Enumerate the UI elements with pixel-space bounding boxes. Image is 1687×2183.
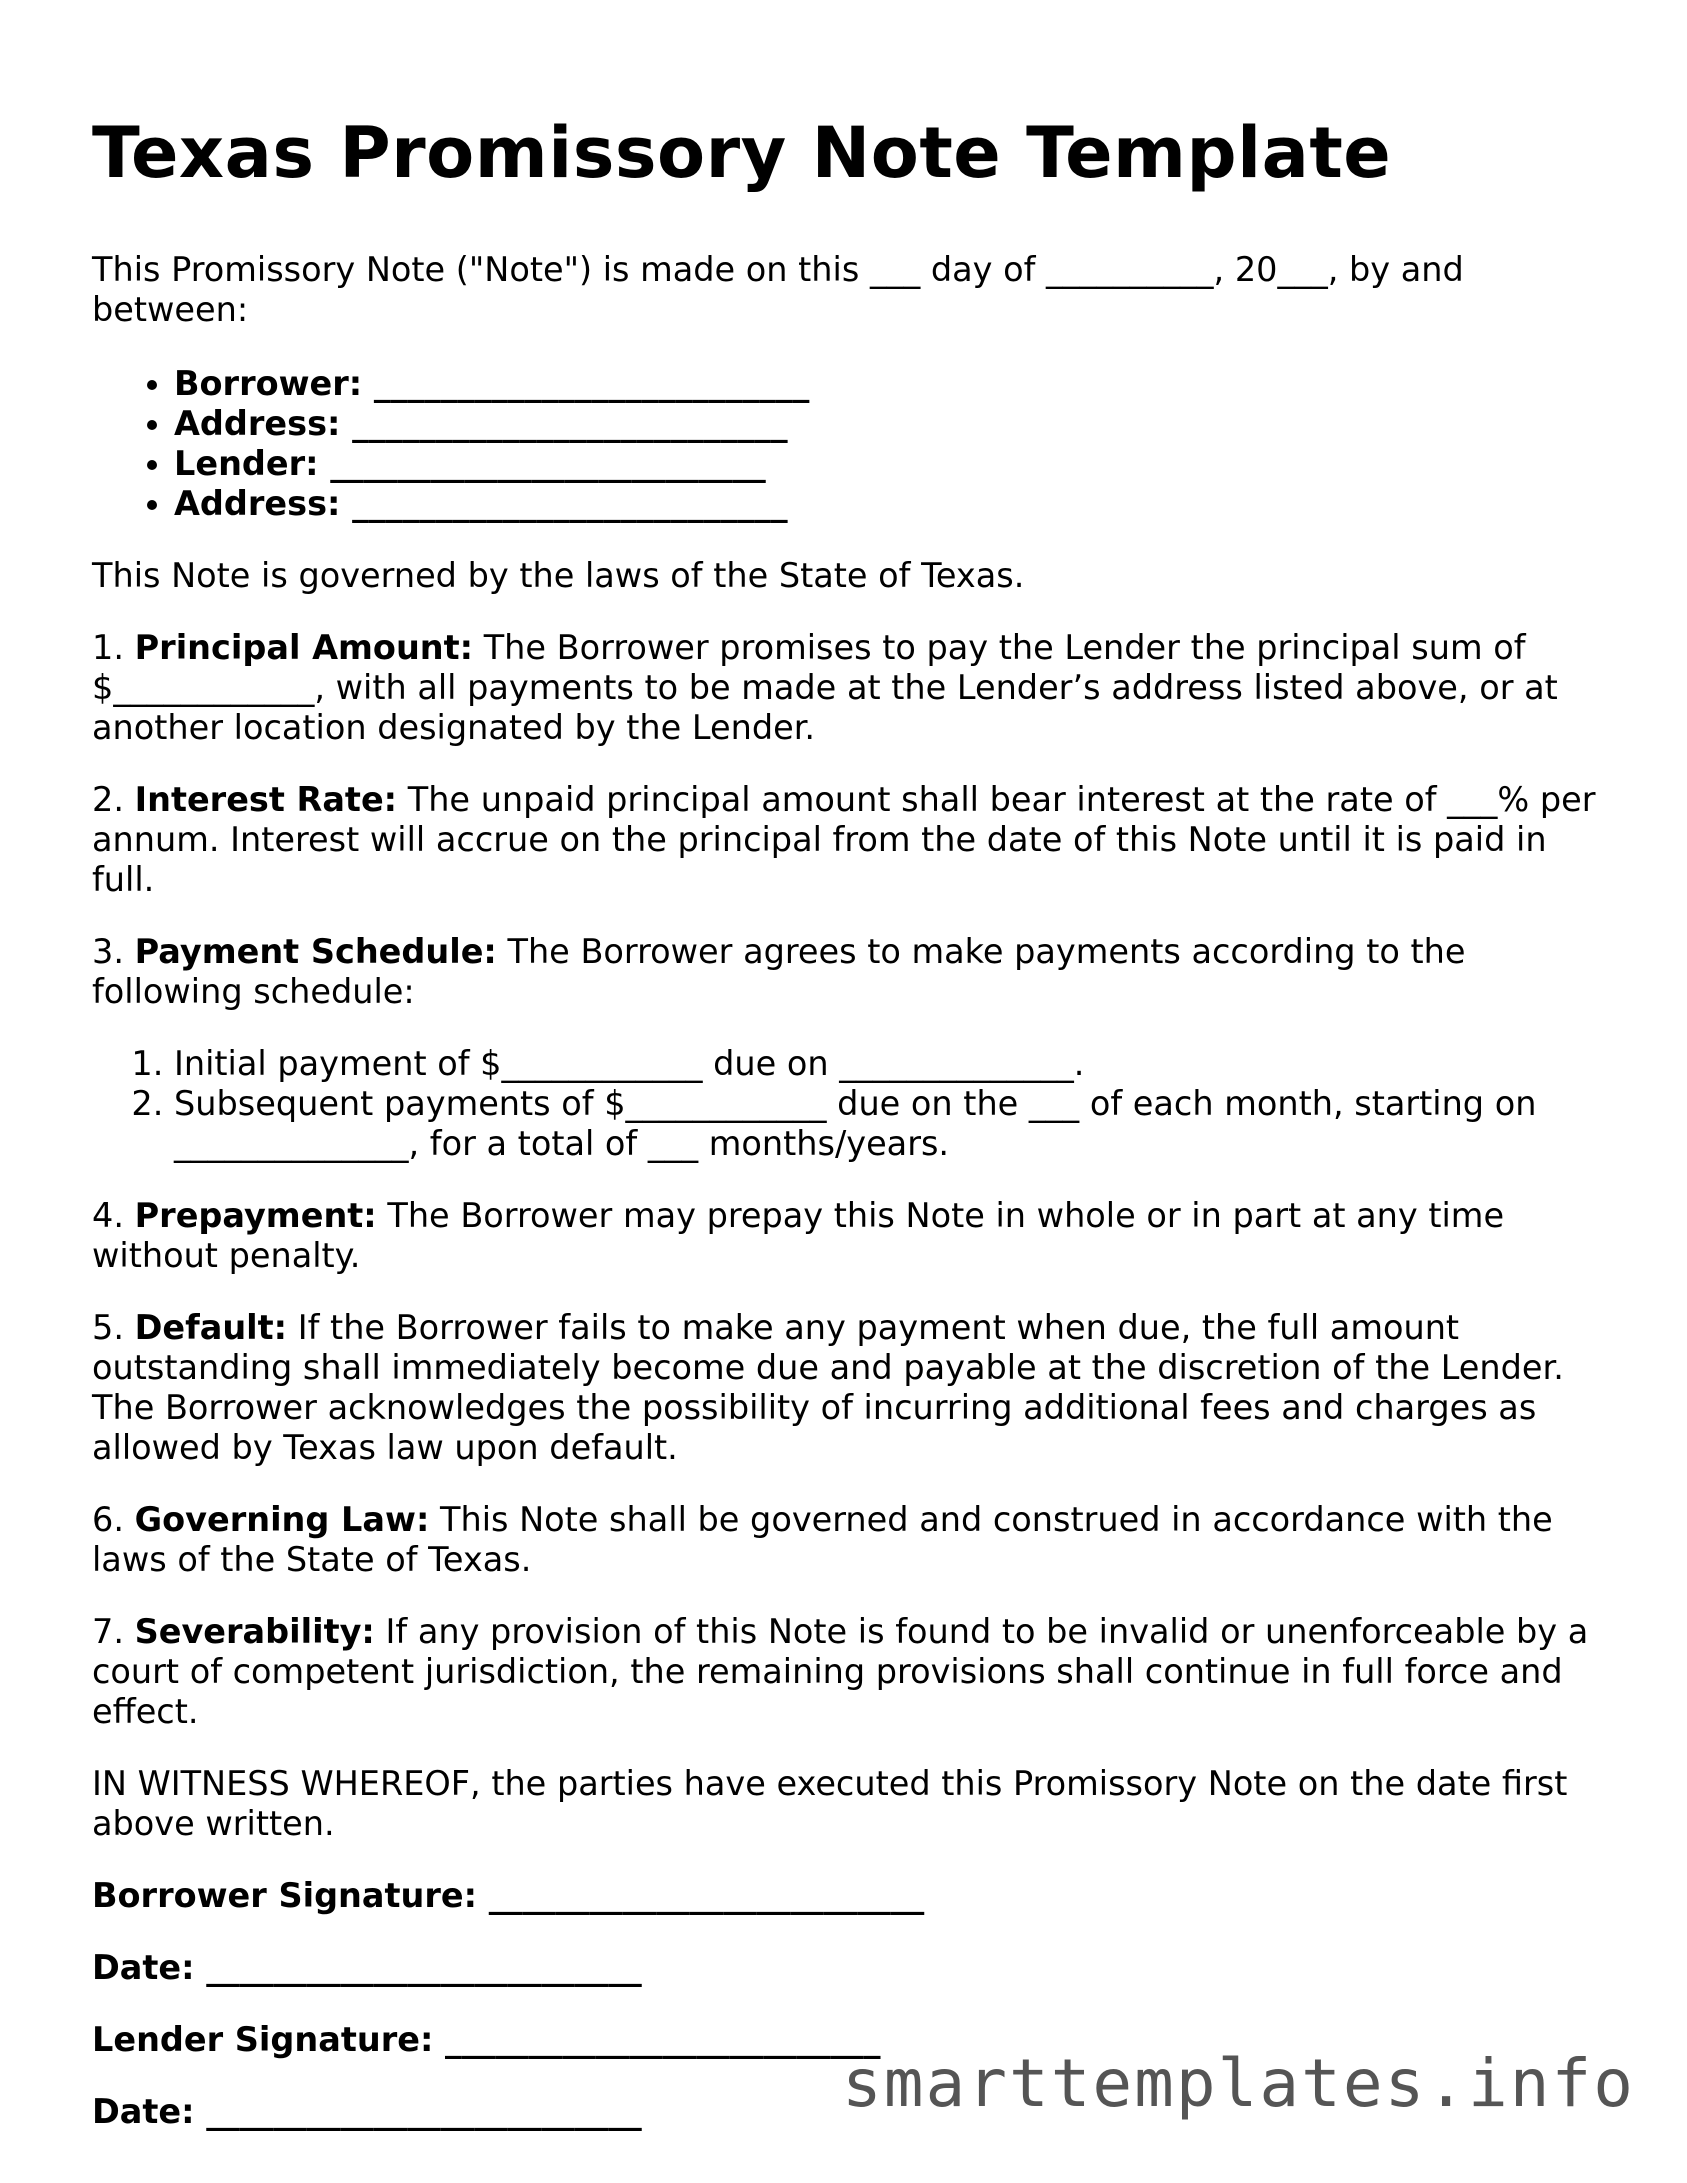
- clause-text: This Note shall be governed and construed in accordance with the laws of the State of Texas.: [92, 1500, 1553, 1579]
- date-label: Date:: [92, 2092, 195, 2131]
- party-lender-address: [174, 484, 1612, 524]
- intro-paragraph: This Promissory Note ("Note") is made on this ___ day of __________, 20___, by and between:: [92, 250, 1464, 329]
- clause-heading: Interest Rate:: [134, 780, 398, 819]
- clause-heading: Payment Schedule:: [134, 932, 497, 971]
- watermark-text: smarttemplates.info: [842, 2045, 1635, 2122]
- clause-number: 7.: [92, 1612, 124, 1651]
- clause-number: 2.: [92, 780, 124, 819]
- document-title: Texas Promissory Note Template: [92, 112, 1392, 194]
- party-label: Lender:: [174, 444, 319, 483]
- schedule-item: 1. Initial payment of $____________ due on ______________.: [174, 1044, 1612, 1084]
- clause-schedule: [92, 932, 1612, 1012]
- signature-blank: __________________________: [488, 1876, 925, 1915]
- party-borrower-address: [174, 404, 1612, 444]
- date-blank: __________________________: [206, 1948, 642, 1987]
- clause-interest: [92, 780, 1612, 900]
- clause-text: The Borrower promises to pay the Lender the principal sum of $____________, with all payments to be made at the Lender’s address listed above, or at another location designated by the Lender.: [92, 628, 1558, 747]
- clause-number: 5.: [92, 1308, 124, 1347]
- borrower-date-line: [92, 1948, 1612, 1988]
- clause-severability: [92, 1612, 1612, 1732]
- document-page: [92, 108, 1612, 2132]
- signature-blank: __________________________: [445, 2020, 881, 2059]
- party-label: Borrower:: [174, 364, 363, 403]
- party-blank: __________________________: [373, 364, 810, 403]
- clause-default: [92, 1308, 1612, 1468]
- date-blank: __________________________: [206, 2092, 642, 2131]
- clause-heading: Governing Law:: [134, 1500, 430, 1539]
- party-blank: __________________________: [352, 484, 788, 523]
- clause-text: If any provision of this Note is found to be invalid or unenforceable by a court of competent jurisdiction, the remaining provisions shall continue in full force and effect.: [92, 1612, 1589, 1731]
- signature-label: Lender Signature:: [92, 2020, 434, 2059]
- schedule-item: 2. Subsequent payments of $____________ due on the ___ of each month, starting on ______________, for a total of ___ months/years.: [174, 1084, 1612, 1164]
- clause-number: 3.: [92, 932, 124, 971]
- signature-label: Borrower Signature:: [92, 1876, 478, 1915]
- governed-statement: This Note is governed by the laws of the State of Texas.: [92, 556, 1025, 595]
- clause-number: 1.: [92, 628, 124, 667]
- clause-heading: Prepayment:: [134, 1196, 377, 1235]
- clause-principal: [92, 628, 1612, 748]
- party-label: Address:: [174, 484, 341, 523]
- party-borrower: [174, 364, 1612, 404]
- clause-heading: Principal Amount:: [134, 628, 474, 667]
- witness-statement: IN WITNESS WHEREOF, the parties have executed this Promissory Note on the date first above written.: [92, 1764, 1568, 1843]
- party-label: Address:: [174, 404, 341, 443]
- clause-number: 6.: [92, 1500, 124, 1539]
- clause-heading: Default:: [134, 1308, 288, 1347]
- payment-schedule-list: [92, 1044, 1612, 1164]
- party-blank: __________________________: [330, 444, 766, 483]
- clause-text: The unpaid principal amount shall bear interest at the rate of ___% per annum. Interest will accrue on the principal from the date of this Note until it is paid in full.: [92, 780, 1596, 899]
- party-blank: __________________________: [352, 404, 788, 443]
- parties-list: [92, 364, 1612, 524]
- clause-text: The Borrower agrees to make payments according to the following schedule:: [92, 932, 1466, 1011]
- clause-heading: Severability:: [134, 1612, 375, 1651]
- clause-governing-law: [92, 1500, 1612, 1580]
- party-lender: [174, 444, 1612, 484]
- clause-text: The Borrower may prepay this Note in whole or in part at any time without penalty.: [92, 1196, 1505, 1275]
- date-label: Date:: [92, 1948, 195, 1987]
- clause-number: 4.: [92, 1196, 124, 1235]
- borrower-signature-line: [92, 1876, 1612, 1916]
- clause-text: If the Borrower fails to make any payment when due, the full amount outstanding shall immediately become due and payable at the discretion of the Lender. The Borrower acknowledges the possibility of incurring additional fees and charges as allowed by Texas law upon default.: [92, 1308, 1564, 1467]
- clause-prepayment: [92, 1196, 1612, 1276]
